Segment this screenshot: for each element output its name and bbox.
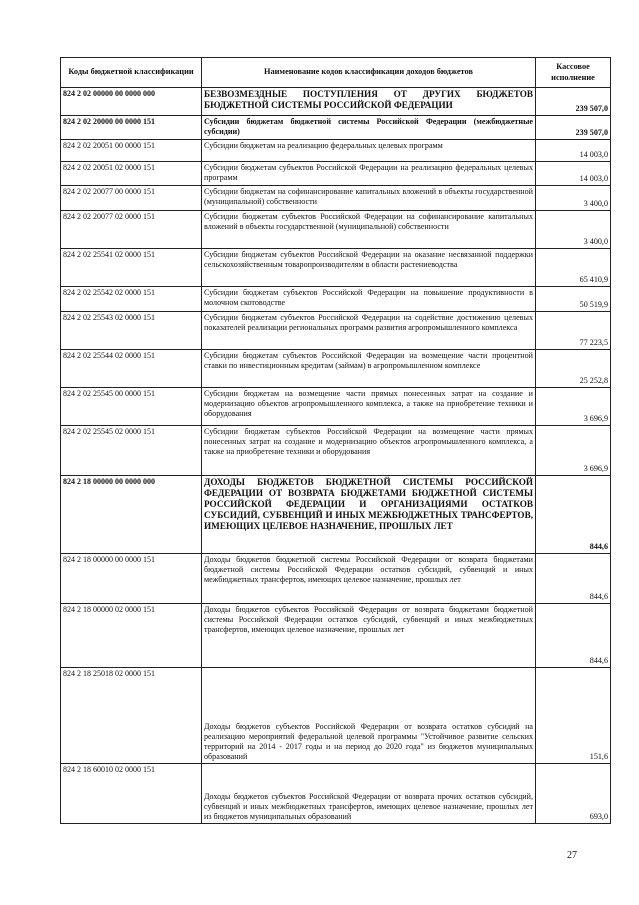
row-code: 824 2 02 25545 02 0000 151 bbox=[61, 426, 202, 476]
row-amount: 25 252,8 bbox=[536, 350, 611, 388]
row-amount: 50 519,9 bbox=[536, 287, 611, 312]
header-amount: Кассовое исполнение bbox=[536, 58, 611, 88]
row-name: Субсидии бюджетам субъектов Российской Федерации на содействие достижению целевых показателей реализации региональных программ развития агропромышленного комплекса bbox=[202, 312, 536, 350]
row-name: Субсидии бюджетам на возмещение части прямых понесенных затрат на создание и модернизацию объектов агропромышленного комплекса, а также на приобретение техники и оборудования bbox=[202, 388, 536, 426]
row-code: 824 2 18 25018 02 0000 151 bbox=[61, 668, 202, 764]
row-amount: 14 003,0 bbox=[536, 140, 611, 162]
table-row bbox=[61, 426, 611, 476]
row-amount: 693,0 bbox=[536, 764, 611, 824]
row-name: Субсидии бюджетам субъектов Российской Федерации на софинансирование капитальных вложений в объекты государственной (муниципальной) собственности bbox=[202, 211, 536, 249]
table-row bbox=[61, 668, 611, 764]
table-row bbox=[61, 140, 611, 162]
row-code: 824 2 02 20000 00 0000 151 bbox=[61, 116, 202, 140]
row-name: Субсидии бюджетам на софинансирование капитальных вложений в объекты государственной (муниципальной) собственности bbox=[202, 186, 536, 211]
row-code: 824 2 02 25542 02 0000 151 bbox=[61, 287, 202, 312]
row-code: 824 2 02 25544 02 0000 151 bbox=[61, 350, 202, 388]
row-code: 824 2 02 00000 00 0000 000 bbox=[61, 88, 202, 116]
header-name: Наименование кодов классификации доходов бюджетов bbox=[202, 58, 536, 88]
row-code: 824 2 02 25545 00 0000 151 bbox=[61, 388, 202, 426]
row-name: Субсидии бюджетам субъектов Российской Федерации на повышение продуктивности в молочном скотоводстве bbox=[202, 287, 536, 312]
row-amount: 844,6 bbox=[536, 554, 611, 604]
table-row bbox=[61, 604, 611, 668]
row-name: БЕЗВОЗМЕЗДНЫЕ ПОСТУПЛЕНИЯ ОТ ДРУГИХ БЮДЖЕТОВ БЮДЖЕТНОЙ СИСТЕМЫ РОССИЙСКОЙ ФЕДЕРАЦИИ bbox=[202, 88, 536, 116]
row-amount: 844,6 bbox=[536, 476, 611, 554]
table-row bbox=[61, 88, 611, 116]
row-code: 824 2 02 20051 02 0000 151 bbox=[61, 162, 202, 186]
row-amount: 151,6 bbox=[536, 668, 611, 764]
table-row bbox=[61, 350, 611, 388]
row-amount: 14 003,0 bbox=[536, 162, 611, 186]
table-row bbox=[61, 211, 611, 249]
table-row bbox=[61, 162, 611, 186]
row-code: 824 2 02 20077 02 0000 151 bbox=[61, 211, 202, 249]
row-name: Доходы бюджетов субъектов Российской Федерации от возврата бюджетами бюджетной системы Российской Федерации остатков субсидий, субвенций и иных межбюджетных трансфертов, имеющих целевое назначение, прошлых лет bbox=[202, 604, 536, 668]
revenue-table bbox=[60, 57, 611, 824]
row-amount: 239 507,0 bbox=[536, 116, 611, 140]
table-row bbox=[61, 312, 611, 350]
row-amount: 3 696,9 bbox=[536, 388, 611, 426]
row-amount: 239 507,0 bbox=[536, 88, 611, 116]
row-name: Субсидии бюджетам субъектов Российской Федерации на возмещение части прямых понесенных затрат на создание и модернизацию объектов агропромышленного комплекса, а также на приобретение техники и оборудования bbox=[202, 426, 536, 476]
row-code: 824 2 18 00000 00 0000 000 bbox=[61, 476, 202, 554]
row-amount: 3 400,0 bbox=[536, 186, 611, 211]
row-code: 824 2 02 25543 02 0000 151 bbox=[61, 312, 202, 350]
row-name: Доходы бюджетов субъектов Российской Федерации от возврата остатков субсидий на реализацию мероприятий федеральной целевой программы "Устойчивое развитие сельских территорий на 2014 - 2017 годы и на период до 2020 года" из бюджетов муниципальных образований bbox=[202, 668, 536, 764]
row-amount: 844,6 bbox=[536, 604, 611, 668]
row-amount: 77 223,5 bbox=[536, 312, 611, 350]
row-code: 824 2 18 00000 02 0000 151 bbox=[61, 604, 202, 668]
row-name: Субсидии бюджетам субъектов Российской Федерации на реализацию федеральных целевых программ bbox=[202, 162, 536, 186]
row-code: 824 2 18 60010 02 0000 151 bbox=[61, 764, 202, 824]
row-name: Субсидии бюджетам субъектов Российской Федерации на возмещение части процентной ставки по инвестиционным кредитам (займам) в агропромышленном комплексе bbox=[202, 350, 536, 388]
row-name: Субсидии бюджетам на реализацию федеральных целевых программ bbox=[202, 140, 536, 162]
table-header-row bbox=[61, 58, 611, 88]
row-name: Доходы бюджетов субъектов Российской Федерации от возврата прочих остатков субсидий, субвенций и иных межбюджетных трансфертов, имеющих целевое назначение, прошлых лет из бюджетов муниципальных образований bbox=[202, 764, 536, 824]
row-code: 824 2 02 20051 00 0000 151 bbox=[61, 140, 202, 162]
table-row bbox=[61, 476, 611, 554]
table-row bbox=[61, 388, 611, 426]
table-row bbox=[61, 186, 611, 211]
row-code: 824 2 02 25541 02 0000 151 bbox=[61, 249, 202, 287]
page-number: 27 bbox=[567, 850, 577, 861]
header-codes: Коды бюджетной классификации bbox=[61, 58, 202, 88]
row-code: 824 2 02 20077 00 0000 151 bbox=[61, 186, 202, 211]
row-name: ДОХОДЫ БЮДЖЕТОВ БЮДЖЕТНОЙ СИСТЕМЫ РОССИЙСКОЙ ФЕДЕРАЦИИ ОТ ВОЗВРАТА БЮДЖЕТАМИ БЮДЖЕТНОЙ СИСТЕМЫ РОССИЙСКОЙ ФЕДЕРАЦИИ И ОРГАНИЗАЦИЯМИ ОСТАТКОВ СУБСИДИЙ, СУБВЕНЦИЙ И ИНЫХ МЕЖБЮДЖЕТНЫХ ТРАНСФЕРТОВ, ИМЕЮЩИХ ЦЕЛЕВОЕ НАЗНАЧЕНИЕ, ПРОШЛЫХ ЛЕТ bbox=[202, 476, 536, 554]
row-amount: 3 696,9 bbox=[536, 426, 611, 476]
row-code: 824 2 18 00000 00 0000 151 bbox=[61, 554, 202, 604]
row-amount: 3 400,0 bbox=[536, 211, 611, 249]
row-name: Субсидии бюджетам субъектов Российской Федерации на оказание несвязанной поддержки сельскохозяйственным товаропроизводителям в области растениеводства bbox=[202, 249, 536, 287]
table-row bbox=[61, 554, 611, 604]
row-name: Доходы бюджетов бюджетной системы Российской Федерации от возврата бюджетами бюджетной системы Российской Федерации остатков субсидий, субвенций и иных межбюджетных трансфертов, имеющих целевое назначение, прошлых лет bbox=[202, 554, 536, 604]
table-row bbox=[61, 249, 611, 287]
table-row bbox=[61, 287, 611, 312]
row-name: Субсидии бюджетам бюджетной системы Российской Федерации (межбюджетные субсидии) bbox=[202, 116, 536, 140]
table-row bbox=[61, 116, 611, 140]
row-amount: 65 410,9 bbox=[536, 249, 611, 287]
table-row bbox=[61, 764, 611, 824]
